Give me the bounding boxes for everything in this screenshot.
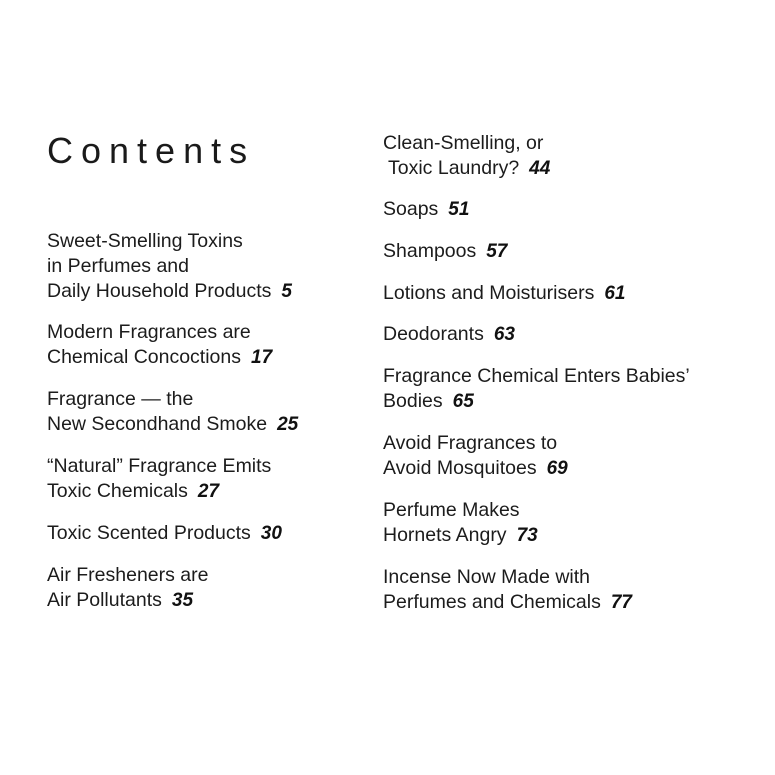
toc-entry-deodorants[interactable]	[383, 322, 515, 347]
toc-entry-line: Perfumes and Chemicals	[383, 591, 601, 613]
toc-entry-line: in Perfumes and	[47, 255, 189, 277]
toc-entry-line: Hornets Angry	[383, 524, 507, 546]
toc-entry-line: Perfume Makes	[383, 499, 520, 521]
toc-entry-line: Toxic Laundry?	[388, 157, 520, 179]
toc-page-number: 69	[546, 458, 568, 479]
toc-entry-line: Daily Household Products	[47, 280, 272, 302]
toc-entry-toxic-laundry[interactable]	[383, 131, 550, 181]
toc-entry-line: Shampoos	[383, 240, 477, 262]
toc-entry-modern-fragrances[interactable]	[47, 320, 272, 370]
toc-entry-soaps[interactable]	[383, 197, 469, 222]
toc-page-number: 61	[604, 283, 626, 304]
toc-page-number: 35	[171, 590, 194, 611]
toc-entry-line: Incense Now Made with	[383, 566, 591, 588]
page-title: Contents	[47, 130, 256, 171]
toc-entry-line: Fragrance — the	[47, 388, 194, 410]
toc-entry-incense[interactable]	[383, 565, 632, 615]
toc-page-number: 44	[529, 158, 551, 179]
toc-page-number: 5	[281, 281, 292, 302]
toc-page-number: 77	[610, 592, 632, 613]
toc-entry-sweet-smelling-toxins[interactable]	[47, 229, 292, 304]
toc-entry-line: Bodies	[383, 390, 443, 412]
toc-entry-line: Air Pollutants	[47, 589, 162, 611]
toc-entry-line: Sweet-Smelling Toxins	[47, 230, 243, 252]
toc-page-number: 51	[448, 199, 470, 220]
toc-entry-fragrance-secondhand-smoke[interactable]	[47, 387, 298, 437]
toc-entry-line: “Natural” Fragrance Emits	[47, 455, 272, 477]
toc-entry-line: Lotions and Moisturisers	[383, 282, 595, 304]
toc-entry-line: New Secondhand Smoke	[47, 413, 268, 435]
toc-entry-line: Fragrance Chemical Enters Babies’	[383, 365, 690, 387]
toc-entry-natural-fragrance[interactable]	[47, 454, 271, 504]
toc-entry-line: Air Fresheners are	[47, 564, 209, 586]
toc-entry-toxic-scented-products[interactable]	[47, 521, 282, 546]
toc-entry-line: Avoid Mosquitoes	[383, 457, 537, 479]
toc-entry-line: Avoid Fragrances to	[383, 432, 558, 454]
toc-page-number: 27	[197, 481, 220, 502]
toc-entry-line: Modern Fragrances are	[47, 321, 251, 343]
toc-page-number: 57	[486, 241, 508, 262]
toc-page-number: 65	[452, 391, 474, 412]
toc-page-number: 30	[260, 523, 282, 544]
toc-page-number: 17	[251, 347, 273, 368]
toc-entry-line: Clean-Smelling, or	[383, 132, 544, 154]
toc-page-number: 73	[516, 525, 538, 546]
bottom-margin	[0, 700, 775, 775]
toc-entry-avoid-mosquitoes[interactable]	[383, 431, 568, 481]
toc-entry-line: Toxic Scented Products	[47, 522, 251, 544]
toc-entry-lotions[interactable]	[383, 281, 626, 306]
toc-entry-babies-bodies[interactable]	[383, 364, 690, 414]
toc-entry-line: Toxic Chemicals	[47, 480, 188, 502]
toc-page-number: 63	[493, 324, 515, 345]
toc-entry-line: Deodorants	[383, 323, 484, 345]
toc-entry-hornets-angry[interactable]	[383, 498, 538, 548]
toc-page-number: 25	[277, 414, 299, 435]
top-margin	[0, 0, 775, 72]
toc-entry-air-fresheners[interactable]	[47, 563, 208, 613]
toc-entry-shampoos[interactable]	[383, 239, 507, 264]
toc-entry-line: Chemical Concoctions	[47, 346, 242, 368]
toc-entry-line: Soaps	[383, 198, 439, 220]
